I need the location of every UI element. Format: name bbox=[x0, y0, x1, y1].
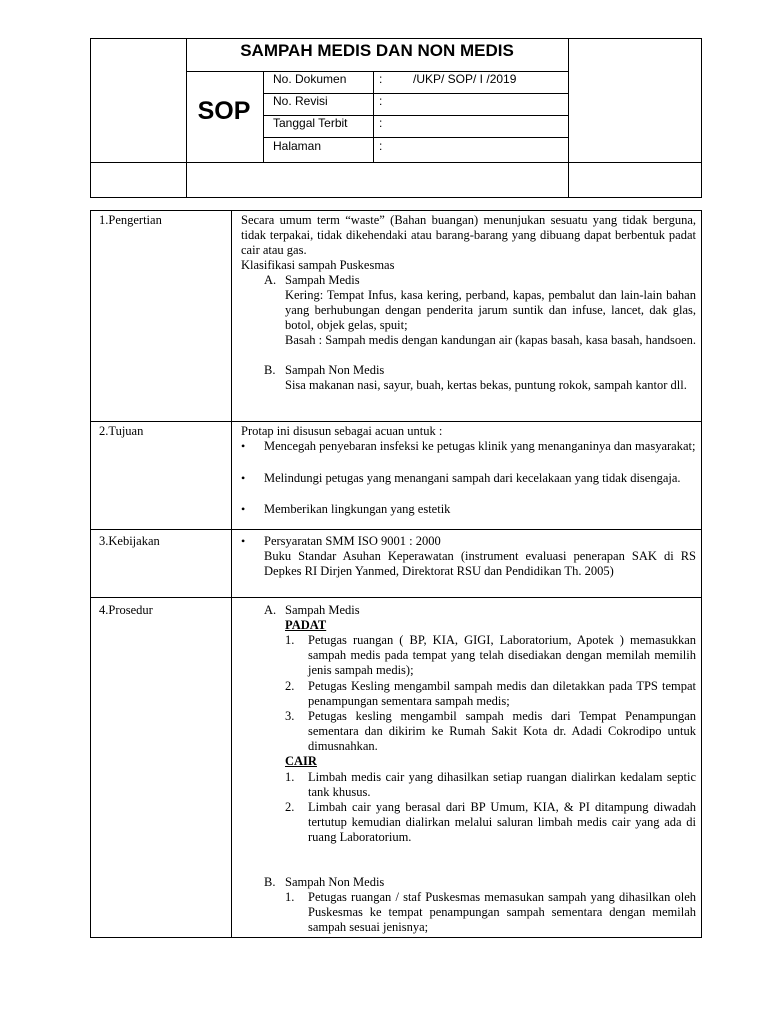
bullet-icon: • bbox=[241, 534, 246, 548]
no-dokumen-colon: : bbox=[379, 72, 383, 86]
kebijakan-text: Buku Standar Asuhan Keperawatan (instrument evaluasi penerapan SAK di RS Depkes RI Dirjen Yanmed, Direktorat RSU dan Pendidikan Th. 2005) bbox=[264, 549, 696, 578]
tanggal-terbit-label: Tanggal Terbit bbox=[273, 116, 348, 130]
bullet-icon: • bbox=[241, 439, 246, 453]
pengertian-a-basah: Basah : Sampah medis dengan kandungan air (kapas basah, kasa basah, handsoen. bbox=[285, 333, 696, 347]
no-revisi-colon: : bbox=[379, 94, 383, 108]
padat-item-2-text: Petugas Kesling mengambil sampah medis dan diletakkan pada TPS tempat penampungan sementara sampah medis; bbox=[308, 679, 696, 708]
klasifikasi-title: Klasifikasi sampah Puskesmas bbox=[241, 258, 395, 272]
tanggal-terbit-colon: : bbox=[379, 116, 383, 130]
padat-item-1-text: Petugas ruangan ( BP, KIA, GIGI, Laboratorium, Apotek ) memasukkan sampah medis pada tempat yang telah disediakan dengan memilah memilih jenis sampah medis); bbox=[308, 633, 696, 677]
nonmedis-item-1-num: 1. bbox=[285, 890, 295, 904]
tujuan-item-2: Melindungi petugas yang menangani sampah dari kecelakaan yang tidak disengaja. bbox=[264, 471, 681, 485]
pengertian-b-marker: B. bbox=[264, 363, 276, 377]
document-title: SAMPAH MEDIS DAN NON MEDIS bbox=[240, 41, 514, 60]
sop-label: SOP bbox=[197, 97, 251, 125]
prosedur-b-title: Sampah Non Medis bbox=[285, 875, 385, 889]
cair-item-2-num: 2. bbox=[285, 800, 295, 814]
no-dokumen-label: No. Dokumen bbox=[273, 72, 347, 86]
padat-heading: PADAT bbox=[285, 618, 327, 632]
padat-item-2-num: 2. bbox=[285, 679, 295, 693]
section-label-prosedur: 4.Prosedur bbox=[99, 603, 153, 617]
tujuan-intro: Protap ini disusun sebagai acuan untuk : bbox=[241, 424, 443, 438]
halaman-colon: : bbox=[379, 139, 383, 153]
no-dokumen-value: /UKP/ SOP/ I /2019 bbox=[413, 72, 517, 86]
section-label-tujuan: 2.Tujuan bbox=[99, 424, 144, 438]
tujuan-item-3: Memberikan lingkungan yang estetik bbox=[264, 502, 451, 516]
pengertian-a-title: Sampah Medis bbox=[285, 273, 360, 287]
prosedur-a-marker: A. bbox=[264, 603, 277, 617]
pengertian-a-kering: Kering: Tempat Infus, kasa kering, perband, kapas, pembalut dan lain-lain bahan yang berhubungan dengan penderita jarum suntik dan infuse, lancet, dak glas, botol, objek gelas, spuit; bbox=[285, 288, 696, 332]
cair-heading: CAIR bbox=[285, 754, 317, 768]
document-header-table bbox=[90, 38, 702, 198]
padat-item-1-num: 1. bbox=[285, 633, 295, 647]
cair-item-1-num: 1. bbox=[285, 770, 295, 784]
halaman-label: Halaman bbox=[273, 139, 322, 153]
prosedur-b-marker: B. bbox=[264, 875, 276, 889]
prosedur-a-title: Sampah Medis bbox=[285, 603, 360, 617]
pengertian-b-title: Sampah Non Medis bbox=[285, 363, 385, 377]
pengertian-intro: Secara umum term “waste” (Bahan buangan) menunjukan sesuatu yang tidak berguna, tidak terpakai, tidak dikehendaki atau barang-barang yang dibuang dapat berbentuk padat cair atau gas. bbox=[241, 213, 696, 257]
padat-item-3-text: Petugas kesling mengambil sampah medis dari Tempat Penampungan sementara dan dikirim ke Rumah Sakit Kota dr. Adadi Cokrodipo untuk dimusnahkan. bbox=[308, 709, 696, 753]
bullet-icon: • bbox=[241, 502, 246, 516]
sop-content-table bbox=[90, 210, 702, 938]
pengertian-a-marker: A. bbox=[264, 273, 277, 287]
nonmedis-item-1-text: Petugas ruangan / staf Puskesmas memasukan sampah yang dihasilkan oleh Puskesmas ke tempat penampungan sampah sementara dengan memilah sampah sesuai jenisnya; bbox=[308, 890, 696, 934]
section-label-kebijakan: 3.Kebijakan bbox=[99, 534, 160, 548]
pengertian-b-text: Sisa makanan nasi, sayur, buah, kertas bekas, puntung rokok, sampah kantor dll. bbox=[285, 378, 687, 392]
no-revisi-label: No. Revisi bbox=[273, 94, 328, 108]
tujuan-item-1: Mencegah penyebaran insfeksi ke petugas klinik yang menanganinya dan masyarakat; bbox=[264, 439, 696, 453]
cair-item-1-text: Limbah medis cair yang dihasilkan setiap ruangan dialirkan kedalam septic tank khusus. bbox=[308, 770, 696, 799]
section-label-pengertian: 1.Pengertian bbox=[99, 213, 162, 227]
kebijakan-item: Persyaratan SMM ISO 9001 : 2000 bbox=[264, 534, 441, 548]
cair-item-2-text: Limbah cair yang berasal dari BP Umum, KIA, & PI ditampung diwadah tertutup kemudian dialirkan melalui saluran limbah medis cair yang ada di ruang Laboratorium. bbox=[308, 800, 696, 844]
bullet-icon: • bbox=[241, 471, 246, 485]
padat-item-3-num: 3. bbox=[285, 709, 295, 723]
